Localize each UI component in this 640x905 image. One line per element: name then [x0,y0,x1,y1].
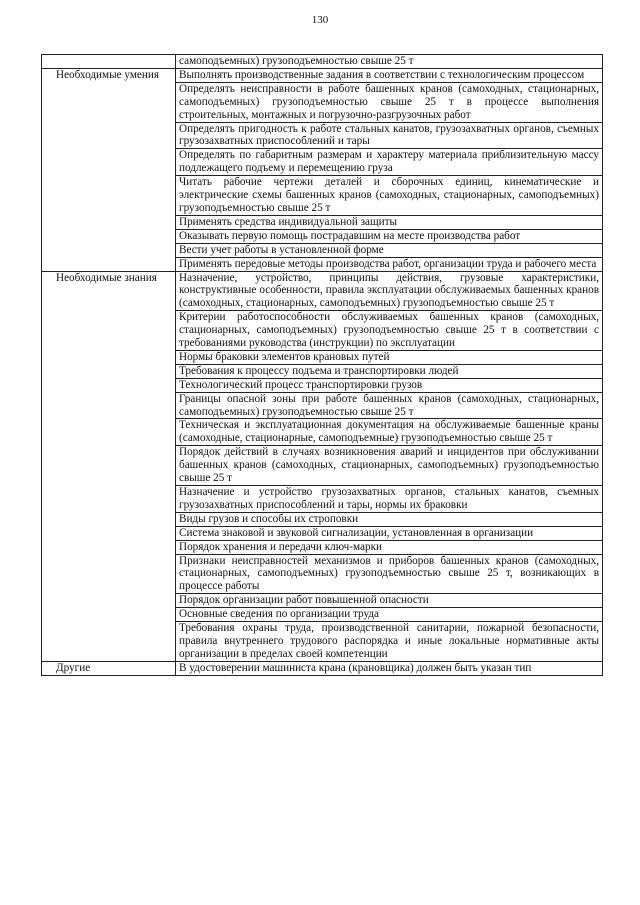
category-cell: Необходимые знания [42,271,176,661]
requirement-cell: Основные сведения по организации труда [176,608,603,622]
category-cell [42,55,176,69]
requirement-cell: Определять неисправности в работе башенных кранов (самоходных, стационарных, самоподъемных) грузоподъемностью свыше 25 т в процессе выполнения строительных, монтажных и погрузочно-разгрузочных работ [176,82,603,122]
page-number: 130 [311,14,329,26]
requirement-cell: самоподъемных) грузоподъемностью свыше 25 т [176,55,603,69]
requirement-cell: Применять средства индивидуальной защиты [176,215,603,229]
table-row [42,271,603,311]
requirement-cell: Границы опасной зоны при работе башенных кранов (самоходных, стационарных, самоподъемных) грузоподъемностью свыше 25 т [176,392,603,419]
requirement-cell: Требования охраны труда, производственной санитарии, пожарной безопасности, правила внутреннего трудового распорядка и иные локальные нормативные акты организации в пределах своей компетенции [176,622,603,662]
requirement-cell: Определять пригодность к работе стальных канатов, грузозахватных органов, съемных грузозахватных приспособлений и тары [176,122,603,149]
requirement-cell: Техническая и эксплуатационная документация на обслуживаемые башенные краны (самоходные, стационарные, самоподъемные) грузоподъемностью свыше 25 т [176,419,603,446]
requirement-cell: Виды грузов и способы их строповки [176,512,603,526]
category-cell: Необходимые умения [42,68,176,271]
requirement-cell: Нормы браковки элементов крановых путей [176,350,603,364]
requirement-cell: Читать рабочие чертежи деталей и сборочных единиц, кинематические и электрические схемы башенных кранов (самоходных, стационарных, самоподъемных) грузоподъемностью свыше 25 т [176,176,603,216]
requirement-cell: Выполнять производственные задания в соответствии с технологическим процессом [176,68,603,82]
table-body [42,55,603,676]
requirement-cell: Требования к процессу подъема и транспортировки людей [176,364,603,378]
table-row [42,68,603,82]
requirement-cell: Вести учет работы в установленной форме [176,243,603,257]
requirements-table [41,54,603,676]
requirement-cell: Оказывать первую помощь пострадавшим на месте производства работ [176,229,603,243]
requirement-cell: Критерии работоспособности обслуживаемых башенных кранов (самоходных, стационарных, самоподъемных) грузоподъемностью свыше 25 т в соответствии с требованиями руководства (инструкции) по эксплуатации [176,311,603,351]
requirement-cell: Технологический процесс транспортировки грузов [176,378,603,392]
requirement-cell: Система знаковой и звуковой сигнализации, установленная в организации [176,526,603,540]
requirement-cell: В удостоверении машиниста крана (крановщика) должен быть указан тип [176,661,603,675]
requirement-cell: Признаки неисправностей механизмов и приборов башенных кранов (самоходных, стационарных, самоподъемных) грузоподъемностью свыше 25 т, возникающих в процессе работы [176,554,603,594]
requirement-cell: Порядок действий в случаях возникновения аварий и инцидентов при обслуживании башенных кранов (самоходных, стационарных, самоподъемных) грузоподъемностью свыше 25 т [176,446,603,486]
requirement-cell: Назначение и устройство грузозахватных органов, стальных канатов, съемных грузозахватных приспособлений и тары, нормы их браковки [176,486,603,513]
category-cell: Другие [42,661,176,675]
requirement-cell: Определять по габаритным размерам и характеру материала приблизительную массу подлежащего подъему и перемещению груза [176,149,603,176]
table-row [42,55,603,69]
requirement-cell: Порядок хранения и передачи ключ-марки [176,540,603,554]
requirement-cell: Назначение, устройство, принципы действия, грузовые характеристики, конструктивные особенности, правила эксплуатации обслуживаемых башенных кранов (самоходных, стационарных, самоподъемных) грузоподъемностью свыше 25 т [176,271,603,311]
requirement-cell: Порядок организации работ повышенной опасности [176,594,603,608]
requirement-cell: Применять передовые методы производства работ, организации труда и рабочего места [176,257,603,271]
table-row [42,661,603,675]
